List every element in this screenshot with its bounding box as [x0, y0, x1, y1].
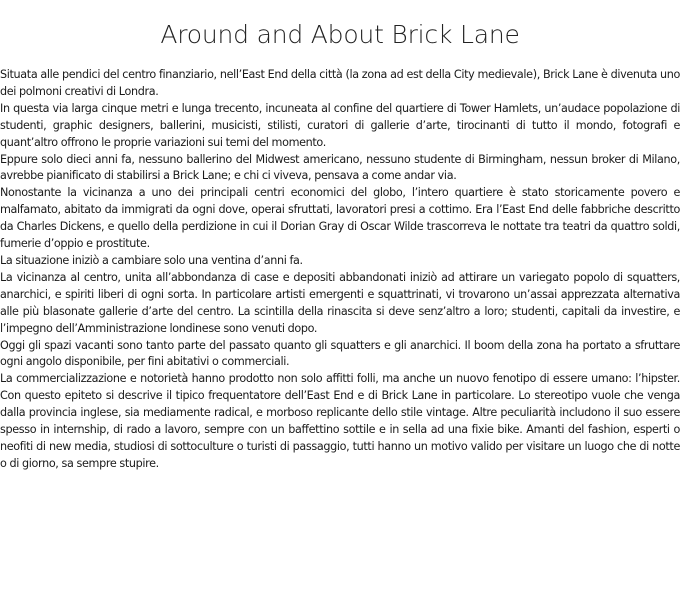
article-paragraph: La vicinanza al centro, unita all’abbondanza di case e depositi abbandonati iniziò ad attirare un variegato popolo di squatters, anarchici, e spiriti liberi di ogni sorta. In particolare artisti emergenti e squattrinati, vi trovarono un’assai apprezzata alternativa alle più blasonate gallerie d’arte del centro. La scintilla della rinascita si deve senz’altro a loro; studenti, capitali da investire, e l’impegno dell’Amministrazione londinese sono venuti dopo.	[0, 270, 680, 335]
article-paragraph: La situazione iniziò a cambiare solo una ventina d’anni fa.	[0, 253, 303, 267]
article-paragraph: La commercializzazione e notorietà hanno prodotto non solo affitti folli, ma anche un nuovo fenotipo di essere umano: l’hipster. Con questo epiteto si descrive il tipico frequentatore dell’East End e di Brick Lane in particolare. Lo stereotipo vuole che venga dalla provincia inglese, sia mediamente radical, e morboso replicante dello stile vintage. Altre peculiarità includono il suo essere spesso in internship, di rado a lavoro, sempre con un baffettino sottile e in sella ad una fixie bike. Amanti del fashion, esperti o neofiti di new media, studiosi di sottoculture o turisti di passaggio, tutti hanno un motivo valido per visitare un luogo che di notte o di giorno, sa sempre stupire.	[0, 372, 680, 470]
article-body	[0, 67, 680, 473]
article-paragraph: Nonostante la vicinanza a uno dei principali centri economici del globo, l’intero quartiere è stato storicamente povero e malfamato, abitato da immigrati da ogni dove, operai sfruttati, lavoratori presi a cottimo. Era l’East End delle fabbriche descritto da Charles Dickens, e quello della perdizione in cui il Dorian Gray di Oscar Wilde trascorreva le nottate tra teatri da quattro soldi, fumerie d’oppio e prostitute.	[0, 186, 680, 251]
article-paragraph: In questa via larga cinque metri e lunga trecento, incuneata al confine del quartiere di Tower Hamlets, un’audace popolazione di studenti, graphic designers, ballerini, musicisti, stilisti, curatori di gallerie d’arte, tirocinanti di tutto il mondo, fotografi e quant’altro offrono le proprie variazioni sui temi del momento.	[0, 101, 680, 149]
article-paragraph: Oggi gli spazi vacanti sono tanto parte del passato quanto gli squatters e gli anarchici. Il boom della zona ha portato a sfruttare ogni angolo disponibile, per fini abitativi o commerciali.	[0, 338, 680, 369]
article-paragraph: Eppure solo dieci anni fa, nessuno ballerino del Midwest americano, nessuno studente di Birmingham, nessun broker di Milano, avrebbe pianificato di stabilirsi a Brick Lane; e chi ci viveva, pensava a come andar via.	[0, 152, 680, 183]
article-title: Around and About Brick Lane	[160, 20, 520, 49]
article-paragraph: Situata alle pendici del centro finanziario, nell’East End della città (la zona ad est della City medievale), Brick Lane è divenuta uno dei polmoni creativi di Londra.	[0, 68, 680, 98]
